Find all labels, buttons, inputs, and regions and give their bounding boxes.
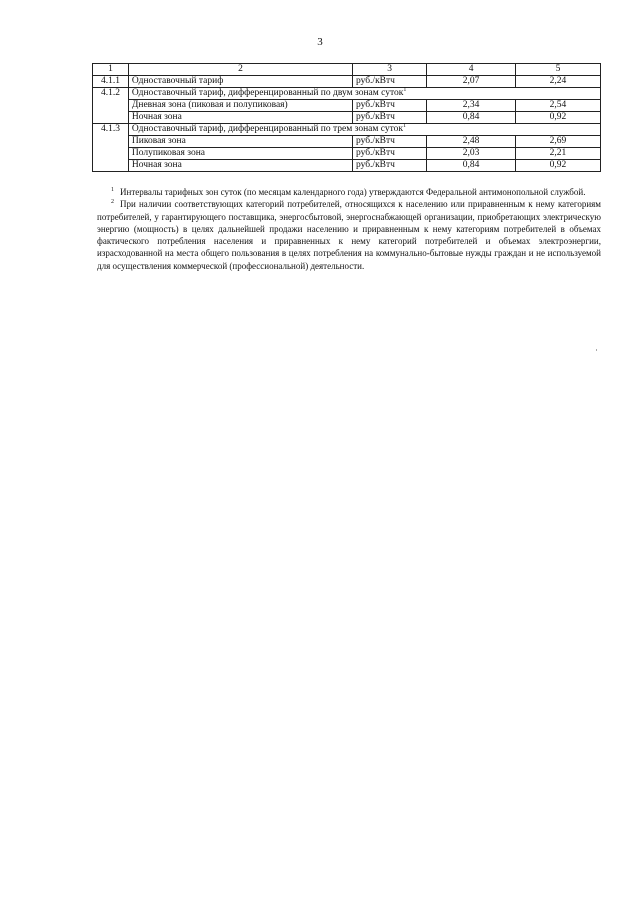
row-code: 4.1.3 <box>93 124 129 172</box>
row-value-col5: 0,92 <box>515 160 600 172</box>
table-header-row <box>93 64 601 76</box>
footnote-ref: 1 <box>403 86 407 93</box>
row-value-col5: 2,21 <box>515 148 600 160</box>
table-row <box>93 124 601 136</box>
row-value-col4: 2,34 <box>427 100 516 112</box>
row-name: Дневная зона (пиковая и полупиковая) <box>128 100 352 112</box>
row-name: Одноставочный тариф, дифференцированный по двум зонам суток <box>131 88 404 98</box>
row-value-col5: 2,24 <box>515 76 600 88</box>
row-unit: руб./кВтч <box>352 100 426 112</box>
row-value-col5: 2,69 <box>515 136 600 148</box>
page-number: 3 <box>317 36 323 48</box>
row-name: Одноставочный тариф <box>128 76 352 88</box>
row-value-col4: 0,84 <box>427 112 516 124</box>
footnote-1 <box>97 186 601 198</box>
table-row <box>93 112 601 124</box>
footnote-text: Интервалы тарифных зон суток (по месяцам календарного года) утверждаются Федеральной антимонопольной службой. <box>120 187 586 197</box>
footnote-mark: 1 <box>111 187 114 193</box>
row-name: Ночная зона <box>128 160 352 172</box>
footnote-text: При наличии соответствующих категорий потребителей, относящихся к населению или приравненным к нему категориям потребителей, у гарантирующего поставщика, энергосбытовой, энергоснабжающей организации, приобретающих электрическую энергию (мощность) в целях дальнейшей продажи населению и приравненным к нему категориям потребителей в объемах фактического потребления населения и приравненных к нему категорий потребителей и объемах электроэнергии, израсходованной на места общего пользования в целях потребления на коммунально-бытовые нужды граждан и не используемой для осуществления коммерческой (профессиональной) деятельности. <box>97 199 601 271</box>
footnote-mark: 2 <box>111 199 114 206</box>
row-section-title <box>128 88 600 100</box>
row-unit: руб./кВтч <box>352 76 426 88</box>
table-row <box>93 148 601 160</box>
header-col-1: 1 <box>93 64 129 76</box>
table-row <box>93 76 601 88</box>
row-code: 4.1.2 <box>93 88 129 124</box>
row-unit: руб./кВтч <box>352 112 426 124</box>
row-value-col4: 2,03 <box>427 148 516 160</box>
row-value-col5: 2,54 <box>515 100 600 112</box>
row-unit: руб./кВтч <box>352 148 426 160</box>
footnote-2 <box>97 198 601 272</box>
row-name: Ночная зона <box>128 112 352 124</box>
header-col-5: 5 <box>515 64 600 76</box>
table-row <box>93 88 601 100</box>
row-value-col4: 2,07 <box>427 76 516 88</box>
row-value-col4: 2,48 <box>427 136 516 148</box>
row-name: Одноставочный тариф, дифференцированный по трем зонам суток <box>131 124 403 134</box>
row-value-col5: 0,92 <box>515 112 600 124</box>
table-row <box>93 100 601 112</box>
header-col-4: 4 <box>427 64 516 76</box>
footnotes <box>97 186 601 272</box>
table-row <box>93 136 601 148</box>
row-name: Пиковая зона <box>128 136 352 148</box>
row-unit: руб./кВтч <box>352 160 426 172</box>
footnote-ref: 1 <box>403 122 406 129</box>
row-unit: руб./кВтч <box>352 136 426 148</box>
row-code: 4.1.1 <box>93 76 129 88</box>
row-section-title <box>128 124 600 136</box>
tariff-table <box>92 63 601 172</box>
scan-speck <box>596 349 597 351</box>
header-col-2: 2 <box>128 64 352 76</box>
row-value-col4: 0,84 <box>427 160 516 172</box>
row-name: Полупиковая зона <box>128 148 352 160</box>
table-row <box>93 160 601 172</box>
header-col-3: 3 <box>352 64 426 76</box>
